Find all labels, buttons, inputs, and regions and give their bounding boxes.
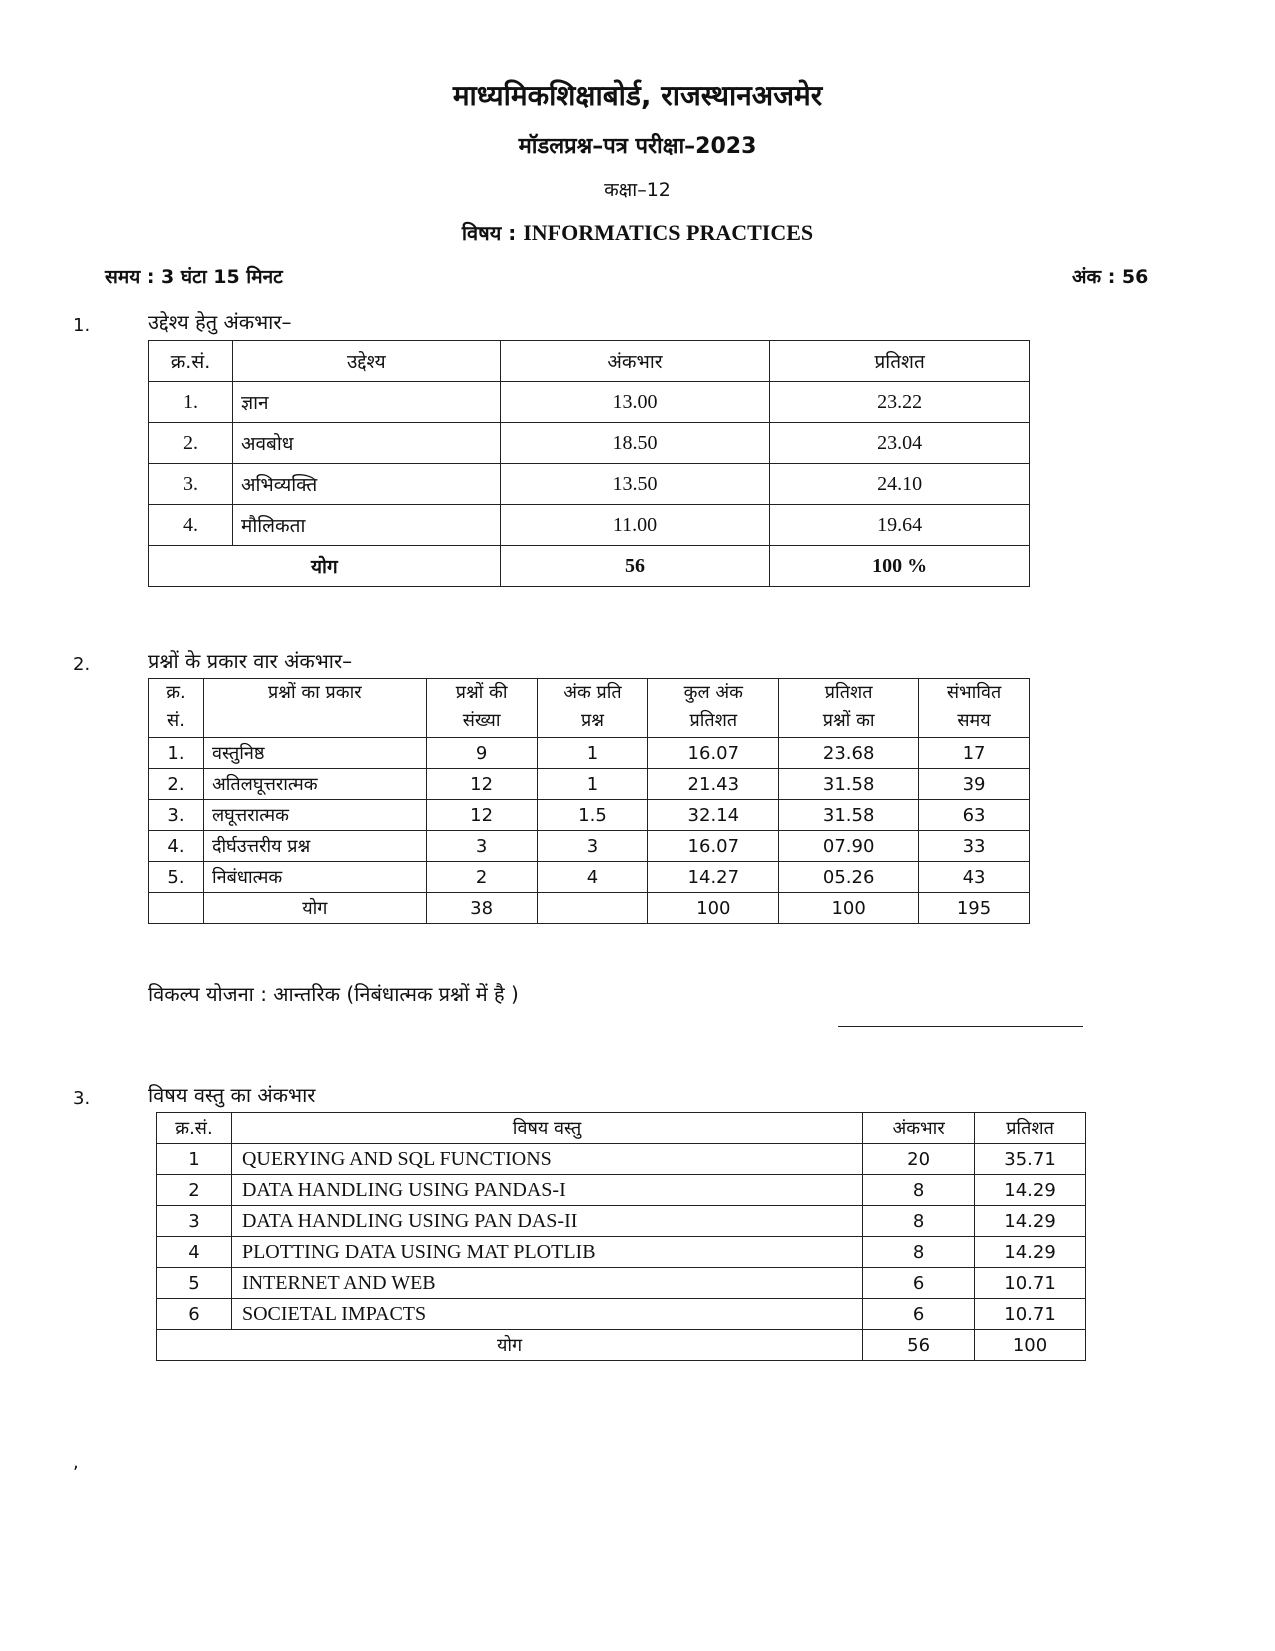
col-header-estimated-time: संभावित समय [919, 679, 1030, 738]
total-marks-per-question [537, 893, 648, 924]
total-percent: 100 % [770, 546, 1030, 587]
question-type-cell: वस्तुनिष्ठ [203, 738, 426, 769]
question-count-cell: 12 [426, 769, 537, 800]
weightage-cell: 6 [863, 1299, 975, 1330]
col-header-serial: क्र.सं. [157, 1113, 232, 1144]
table-row [149, 862, 1030, 893]
content-cell: DATA HANDLING USING PANDAS-I [231, 1175, 862, 1206]
total-weightage: 56 [500, 546, 770, 587]
total-marks-percent-cell: 16.07 [648, 831, 779, 862]
estimated-time-cell: 17 [919, 738, 1030, 769]
divider-line [838, 1026, 1083, 1027]
serial-cell: 1. [149, 738, 204, 769]
question-count-cell: 2 [426, 862, 537, 893]
col-header-question-type: प्रश्नों का प्रकार [203, 679, 426, 738]
question-type-cell: लघूत्तरात्मक [203, 800, 426, 831]
board-title: माध्यमिकशिक्षाबोर्ड, राजस्थानअजमेर [452, 79, 823, 112]
content-cell: DATA HANDLING USING PAN DAS-II [231, 1206, 862, 1237]
percent-cell: 10.71 [975, 1268, 1086, 1299]
marks-per-question-cell: 1 [537, 738, 648, 769]
table-total-row [149, 546, 1030, 587]
serial-cell: 3 [157, 1206, 232, 1237]
question-type-cell: अतिलघूत्तरात्मक [203, 769, 426, 800]
section3-title: विषय वस्तु का अंकभार [148, 1083, 316, 1107]
table-row [149, 738, 1030, 769]
total-weightage: 56 [863, 1330, 975, 1361]
question-count-cell: 3 [426, 831, 537, 862]
marks-per-question-cell: 3 [537, 831, 648, 862]
percent-cell: 14.29 [975, 1206, 1086, 1237]
estimated-time-cell: 39 [919, 769, 1030, 800]
table-row [157, 1299, 1086, 1330]
table-row [149, 505, 1030, 546]
table-total-row [157, 1330, 1086, 1361]
weightage-cell: 13.00 [500, 382, 770, 423]
col-header-serial: क्र. सं. [149, 679, 204, 738]
content-cell: PLOTTING DATA USING MAT PLOTLIB [231, 1237, 862, 1268]
stray-mark: , [73, 1452, 79, 1473]
objective-weightage-table [148, 340, 1030, 587]
section1-number: 1. [73, 315, 91, 336]
col-header-serial: क्र.सं. [149, 341, 233, 382]
percent-cell: 14.29 [975, 1237, 1086, 1268]
subject-name: INFORMATICS PRACTICES [523, 220, 814, 245]
table-header-row [149, 679, 1030, 738]
serial-cell: 1 [157, 1144, 232, 1175]
col-header-question-count: प्रश्नों की संख्या [426, 679, 537, 738]
col-header-total-marks-percent: कुल अंक प्रतिशत [648, 679, 779, 738]
marks-per-question-cell: 1.5 [537, 800, 648, 831]
estimated-time-cell: 33 [919, 831, 1030, 862]
total-marks-percent: 100 [648, 893, 779, 924]
serial-cell: 4. [149, 505, 233, 546]
serial-cell: 5. [149, 862, 204, 893]
weightage-cell: 18.50 [500, 423, 770, 464]
objective-cell: अवबोध [232, 423, 500, 464]
class-label: कक्षा–12 [604, 179, 671, 201]
total-percent: 100 [975, 1330, 1086, 1361]
col-header-marks-per-question: अंक प्रति प्रश्न [537, 679, 648, 738]
col-header-question-percent: प्रतिशत प्रश्नों का [779, 679, 919, 738]
table-row [149, 831, 1030, 862]
col-header-weightage: अंकभार [863, 1113, 975, 1144]
content-cell: QUERYING AND SQL FUNCTIONS [231, 1144, 862, 1175]
table-header-row [149, 341, 1030, 382]
marks-per-question-cell: 4 [537, 862, 648, 893]
col-header-percent: प्रतिशत [975, 1113, 1086, 1144]
serial-cell: 1. [149, 382, 233, 423]
weightage-cell: 20 [863, 1144, 975, 1175]
table-row [149, 464, 1030, 505]
question-type-cell: दीर्घउत्तरीय प्रश्न [203, 831, 426, 862]
total-marks-percent-cell: 21.43 [648, 769, 779, 800]
table-total-row [149, 893, 1030, 924]
serial-cell: 6 [157, 1299, 232, 1330]
section1-title: उद्देश्य हेतु अंकभार– [148, 310, 292, 334]
table-row [149, 800, 1030, 831]
marks-label: अंक : 56 [1072, 266, 1149, 288]
question-percent-cell: 07.90 [779, 831, 919, 862]
total-label: योग [157, 1330, 863, 1361]
serial-cell: 2 [157, 1175, 232, 1206]
total-marks-percent-cell: 16.07 [648, 738, 779, 769]
table-row [149, 769, 1030, 800]
col-header-weightage: अंकभार [500, 341, 770, 382]
serial-cell: 5 [157, 1268, 232, 1299]
content-weightage-table [156, 1112, 1086, 1361]
percent-cell: 14.29 [975, 1175, 1086, 1206]
col-header-content: विषय वस्तु [231, 1113, 862, 1144]
table-header-row [157, 1113, 1086, 1144]
table-row [157, 1206, 1086, 1237]
question-percent-cell: 31.58 [779, 800, 919, 831]
objective-cell: मौलिकता [232, 505, 500, 546]
question-type-table [148, 678, 1030, 924]
percent-cell: 19.64 [770, 505, 1030, 546]
serial-cell: 3. [149, 800, 204, 831]
col-header-percent: प्रतिशत [770, 341, 1030, 382]
question-type-cell: निबंधात्मक [203, 862, 426, 893]
serial-cell: 4. [149, 831, 204, 862]
estimated-time-cell: 43 [919, 862, 1030, 893]
total-question-percent: 100 [779, 893, 919, 924]
question-percent-cell: 05.26 [779, 862, 919, 893]
empty-cell [149, 893, 204, 924]
total-label: योग [149, 546, 501, 587]
exam-title: मॉडलप्रश्न–पत्र परीक्षा–2023 [518, 134, 757, 159]
question-count-cell: 9 [426, 738, 537, 769]
content-cell: INTERNET AND WEB [231, 1268, 862, 1299]
weightage-cell: 8 [863, 1175, 975, 1206]
percent-cell: 35.71 [975, 1144, 1086, 1175]
weightage-cell: 6 [863, 1268, 975, 1299]
weightage-cell: 8 [863, 1206, 975, 1237]
objective-cell: ज्ञान [232, 382, 500, 423]
time-label: समय : 3 घंटा 15 मिनट [105, 266, 283, 288]
table-row [149, 382, 1030, 423]
objective-cell: अभिव्यक्ति [232, 464, 500, 505]
weightage-cell: 11.00 [500, 505, 770, 546]
serial-cell: 2. [149, 423, 233, 464]
percent-cell: 24.10 [770, 464, 1030, 505]
percent-cell: 23.04 [770, 423, 1030, 464]
percent-cell: 23.22 [770, 382, 1030, 423]
content-cell: SOCIETAL IMPACTS [231, 1299, 862, 1330]
total-marks-percent-cell: 32.14 [648, 800, 779, 831]
question-percent-cell: 31.58 [779, 769, 919, 800]
table-row [149, 423, 1030, 464]
total-estimated-time: 195 [919, 893, 1030, 924]
total-label: योग [203, 893, 426, 924]
marks-per-question-cell: 1 [537, 769, 648, 800]
section3-number: 3. [73, 1088, 91, 1109]
total-marks-percent-cell: 14.27 [648, 862, 779, 893]
subject-label: विषय : [461, 221, 517, 245]
serial-cell: 2. [149, 769, 204, 800]
percent-cell: 10.71 [975, 1299, 1086, 1330]
question-count-cell: 12 [426, 800, 537, 831]
total-question-count: 38 [426, 893, 537, 924]
section2-number: 2. [73, 654, 91, 675]
estimated-time-cell: 63 [919, 800, 1030, 831]
option-scheme-note: विकल्प योजना : आन्तरिक (निबंधात्मक प्रश्नों में है ) [148, 982, 519, 1006]
subject-line [0, 219, 1275, 246]
serial-cell: 3. [149, 464, 233, 505]
table-row [157, 1237, 1086, 1268]
table-row [157, 1268, 1086, 1299]
question-percent-cell: 23.68 [779, 738, 919, 769]
section2-title: प्रश्नों के प्रकार वार अंकभार– [148, 649, 353, 673]
table-row [157, 1175, 1086, 1206]
serial-cell: 4 [157, 1237, 232, 1268]
col-header-objective: उद्देश्य [232, 341, 500, 382]
table-row [157, 1144, 1086, 1175]
weightage-cell: 13.50 [500, 464, 770, 505]
weightage-cell: 8 [863, 1237, 975, 1268]
